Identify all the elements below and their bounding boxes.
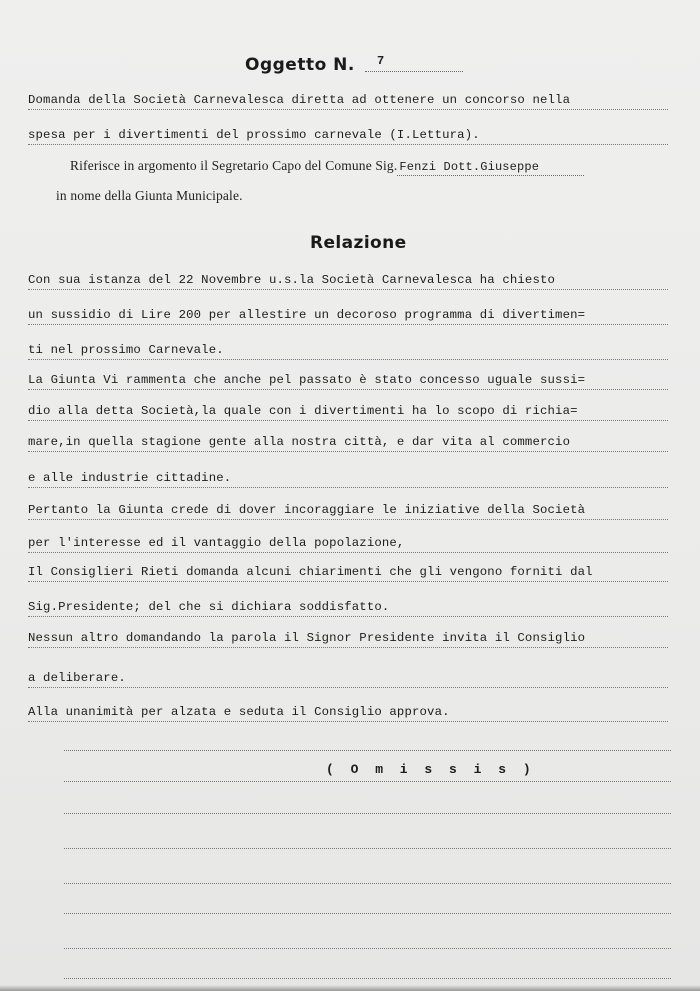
body-line: mare,in quella stagione gente alla nostra città, e dar vita al commercio — [28, 434, 668, 452]
blank-line — [64, 978, 671, 979]
body-line: un sussidio di Lire 200 per allestire un decoroso programma di divertimen= — [28, 307, 668, 325]
rapporteur-prefix: Riferisce in argomento il Segretario Capo del Comune Sig. — [70, 158, 398, 173]
blank-line — [64, 883, 671, 884]
page-edge-shadow — [0, 985, 700, 991]
blank-line — [64, 948, 671, 949]
blank-line — [64, 848, 671, 849]
body-line: Pertanto la Giunta crede di dover incoraggiare le iniziative della Società — [28, 502, 668, 520]
omissis-marker: ( O m i s s i s ) — [326, 762, 536, 777]
rapporteur-name: Fenzi Dott.Giuseppe — [397, 159, 584, 176]
body-line: per l'interesse ed il vantaggio della popolazione, — [28, 535, 668, 553]
body-line: dio alla detta Società,la quale con i divertimenti ha lo scopo di richia= — [28, 403, 668, 421]
body-line: Sig.Presidente; del che si dichiara soddisfatto. — [28, 599, 668, 617]
rapporteur-line — [70, 158, 670, 175]
body-line: Alla unanimità per alzata e seduta il Consiglio approva. — [28, 704, 668, 722]
subject-line-1: Domanda della Società Carnevalesca diretta ad ottenere un concorso nella — [28, 92, 668, 110]
item-number: 7 — [365, 54, 463, 72]
document-title: Oggetto N. — [245, 55, 355, 75]
body-line: Con sua istanza del 22 Novembre u.s.la Società Carnevalesca ha chiesto — [28, 272, 668, 290]
blank-line — [64, 813, 671, 814]
rapporteur-line-2: in nome della Giunta Municipale. — [56, 188, 243, 203]
blank-line — [64, 781, 671, 782]
section-title: Relazione — [310, 233, 407, 253]
body-line: La Giunta Vi rammenta che anche pel passato è stato concesso uguale sussi= — [28, 372, 668, 390]
body-line: Nessun altro domandando la parola il Signor Presidente invita il Consiglio — [28, 630, 668, 648]
blank-line — [64, 913, 671, 914]
body-line: Il Consiglieri Rieti domanda alcuni chiarimenti che gli vengono forniti dal — [28, 564, 668, 582]
subject-line-2: spesa per i divertimenti del prossimo carnevale (I.Lettura). — [28, 127, 668, 145]
body-line: ti nel prossimo Carnevale. — [28, 342, 668, 360]
body-line: e alle industrie cittadine. — [28, 470, 668, 488]
blank-line — [64, 750, 671, 751]
body-line: a deliberare. — [28, 670, 668, 688]
